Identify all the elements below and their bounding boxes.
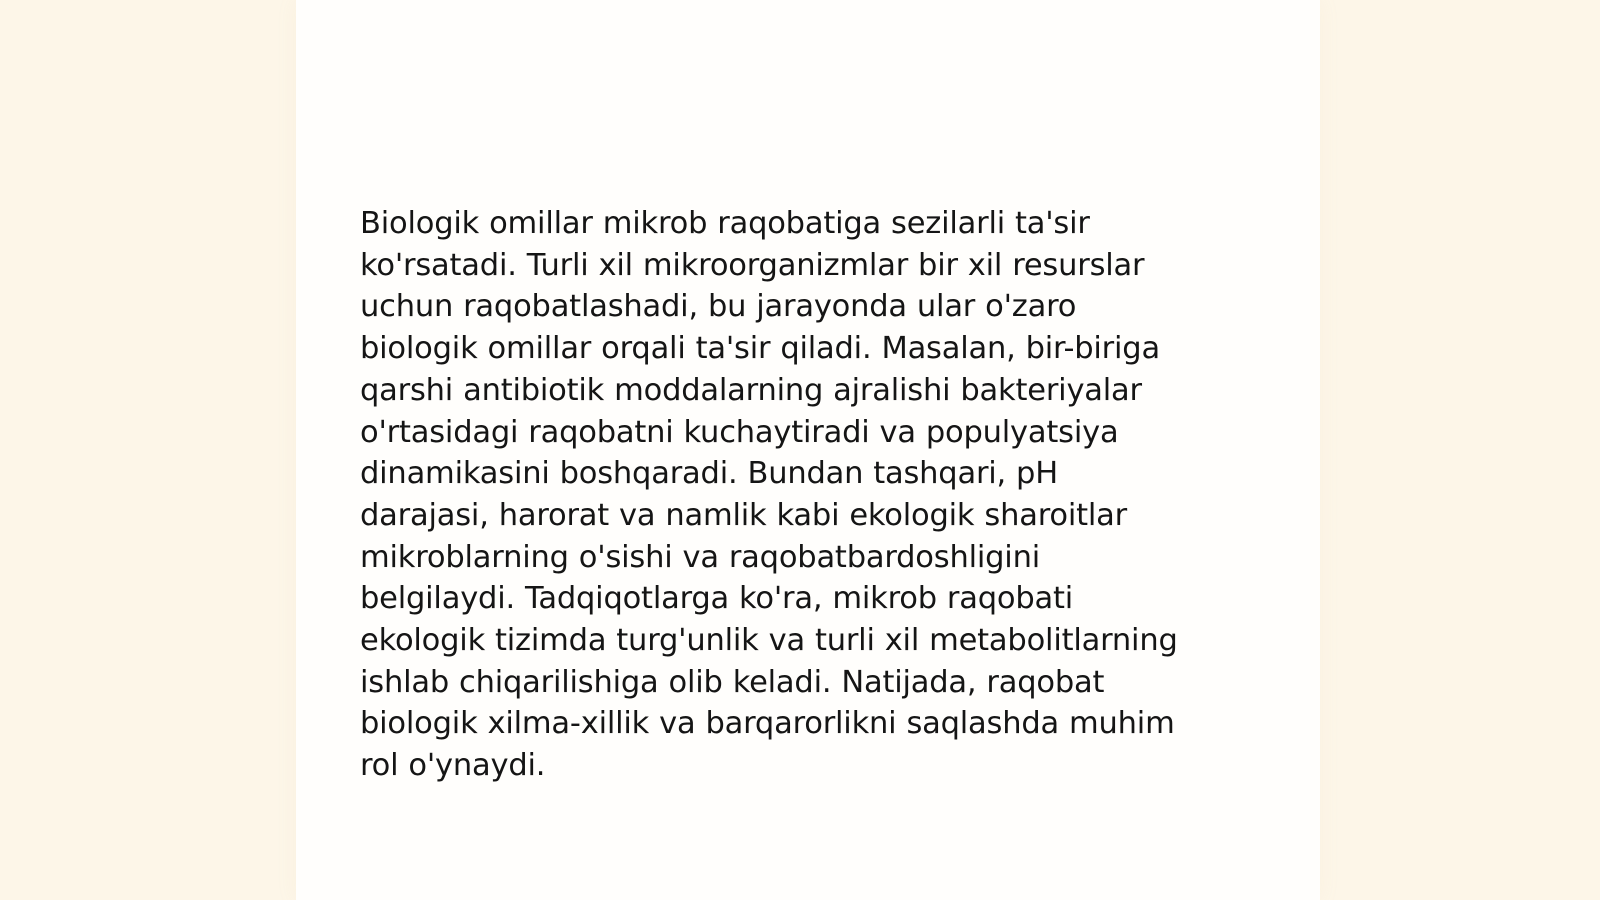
paragraph-line: mikroblarning o'sishi va raqobatbardoshligini — [360, 539, 1040, 575]
paragraph-line: ekologik tizimda turg'unlik va turli xil metabolitlarning — [360, 623, 1178, 659]
paragraph-line: ko'rsatadi. Turli xil mikroorganizmlar bir xil resurslar — [360, 247, 1145, 283]
paragraph-line: uchun raqobatlashadi, bu jarayonda ular o'zaro — [360, 289, 1077, 325]
paragraph-line: rol o'ynaydi. — [360, 748, 546, 784]
slide-body-paragraph — [360, 203, 1250, 787]
paragraph-line: biologik omillar orqali ta'sir qiladi. Masalan, bir-biriga — [360, 331, 1160, 367]
slide-page — [296, 0, 1320, 900]
paragraph-line: ishlab chiqarilishiga olib keladi. Natijada, raqobat — [360, 664, 1105, 700]
paragraph-line: biologik xilma-xillik va barqarorlikni saqlashda muhim — [360, 706, 1175, 742]
paragraph-line: darajasi, harorat va namlik kabi ekologik sharoitlar — [360, 497, 1127, 533]
paragraph-line: belgilaydi. Tadqiqotlarga ko'ra, mikrob raqobati — [360, 581, 1074, 617]
paragraph-line: qarshi antibiotik moddalarning ajralishi bakteriyalar — [360, 372, 1142, 408]
paragraph-line: dinamikasini boshqaradi. Bundan tashqari, pH — [360, 456, 1058, 492]
paragraph-line: o'rtasidagi raqobatni kuchaytiradi va populyatsiya — [360, 414, 1119, 450]
paragraph-line: Biologik omillar mikrob raqobatiga sezilarli ta'sir — [360, 206, 1090, 241]
